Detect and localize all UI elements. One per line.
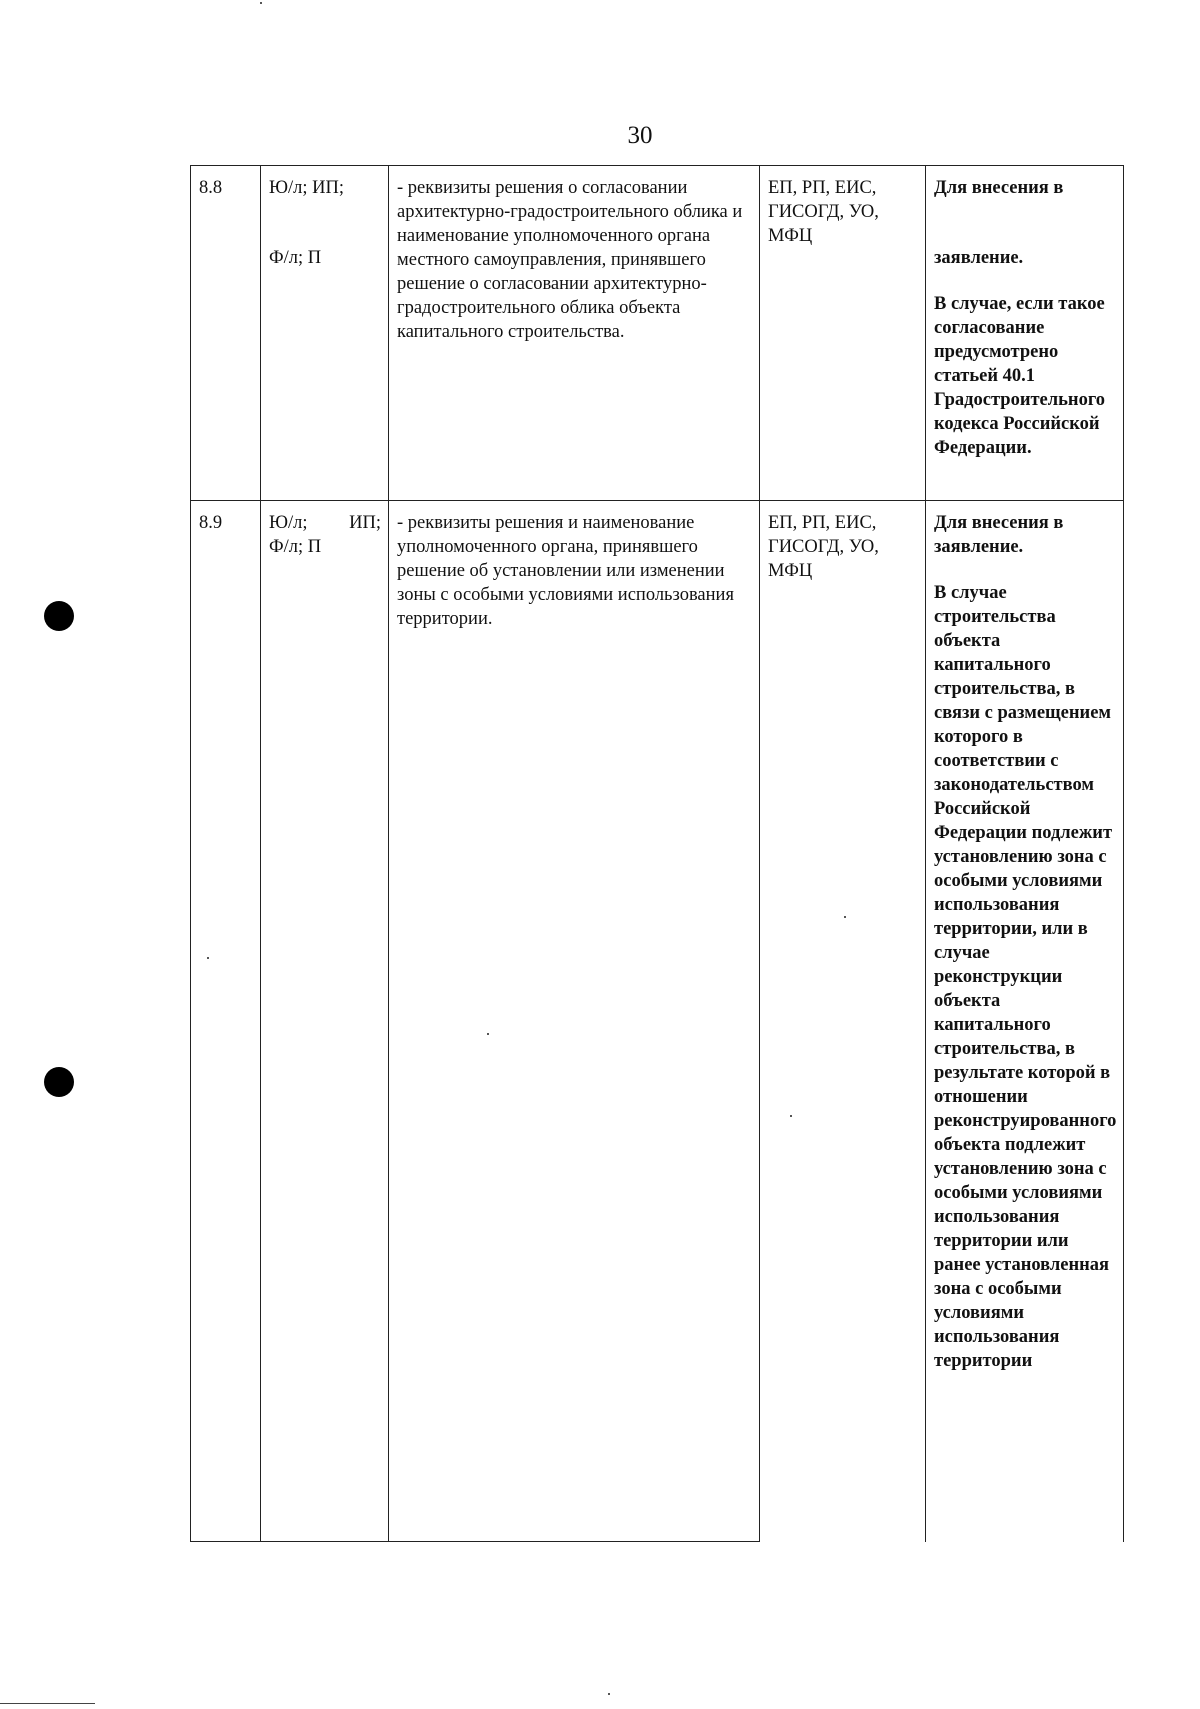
applicant-types-cell xyxy=(261,501,389,1542)
row-number-text: 8.9 xyxy=(199,513,223,533)
punch-hole-lower xyxy=(44,1067,74,1097)
note-purpose: Для внесения в заявление. xyxy=(934,513,1064,557)
applicant-types-top: Ю/л; ИП; xyxy=(269,178,345,198)
description-cell xyxy=(389,166,760,501)
scan-speck xyxy=(487,1033,489,1035)
scan-speck xyxy=(260,2,262,4)
note-cell xyxy=(926,501,1124,1542)
applicant-types-bottom: Ф/л; П xyxy=(269,248,322,268)
note-purpose: Для внесения в xyxy=(934,178,1064,198)
sources-text: ЕП, РП, ЕИС, ГИСОГД, УО, МФЦ xyxy=(768,178,879,246)
note-condition: В случае строительства объекта капитального строительства, в связи с размещением которого в соответствии с законодательством Российской Федерации подлежит установлению зона с особыми условиями использования территории, или в случае реконструкции объекта капитального строительства, в результате которой в отношении реконструированного объекта подлежит установлению зона с особыми условиями использования территории или ранее установленная зона с особыми условиями использования территории xyxy=(934,583,1117,1371)
requirements-table xyxy=(190,165,1124,1542)
row-number xyxy=(191,166,261,501)
description-text: - реквизиты решения о согласовании архитектурно-градостроительного облика и наименование уполномоченного органа местного самоуправления, принявшего решение о согласовании архитектурно-градостроительного облика объекта капитального строительства. xyxy=(397,178,743,342)
note-purpose-cont: заявление. xyxy=(934,248,1024,268)
sources-text: ЕП, РП, ЕИС, ГИСОГД, УО, МФЦ xyxy=(768,513,879,581)
row-number-text: 8.8 xyxy=(199,178,223,198)
scan-speck xyxy=(790,1115,792,1117)
applicant-type-entrepreneur: ИП; xyxy=(349,513,381,533)
scan-speck xyxy=(844,916,846,918)
scan-edge-mark xyxy=(0,1703,95,1704)
applicant-types-bottom: Ф/л; П xyxy=(269,537,322,557)
note-cell xyxy=(926,166,1124,501)
applicant-types-cell xyxy=(261,166,389,501)
applicant-types-top xyxy=(269,511,381,535)
description-text: - реквизиты решения и наименование уполномоченного органа, принявшего решение об установлении или изменении зоны с особыми условиями использования территории. xyxy=(397,513,734,629)
scan-speck xyxy=(207,957,209,959)
table-row xyxy=(191,501,1124,1542)
punch-hole-upper xyxy=(44,601,74,631)
applicant-type-legal: Ю/л; xyxy=(269,513,308,533)
sources-cell xyxy=(760,166,926,501)
scan-speck xyxy=(608,1693,610,1695)
note-condition: В случае, если такое согласование предусмотрено статьей 40.1 Градостроительного кодекса Российской Федерации. xyxy=(934,294,1106,458)
table-row xyxy=(191,166,1124,501)
sources-cell xyxy=(760,501,926,1542)
description-cell xyxy=(389,501,760,1542)
row-number xyxy=(191,501,261,1542)
page-number: 30 xyxy=(627,122,653,149)
